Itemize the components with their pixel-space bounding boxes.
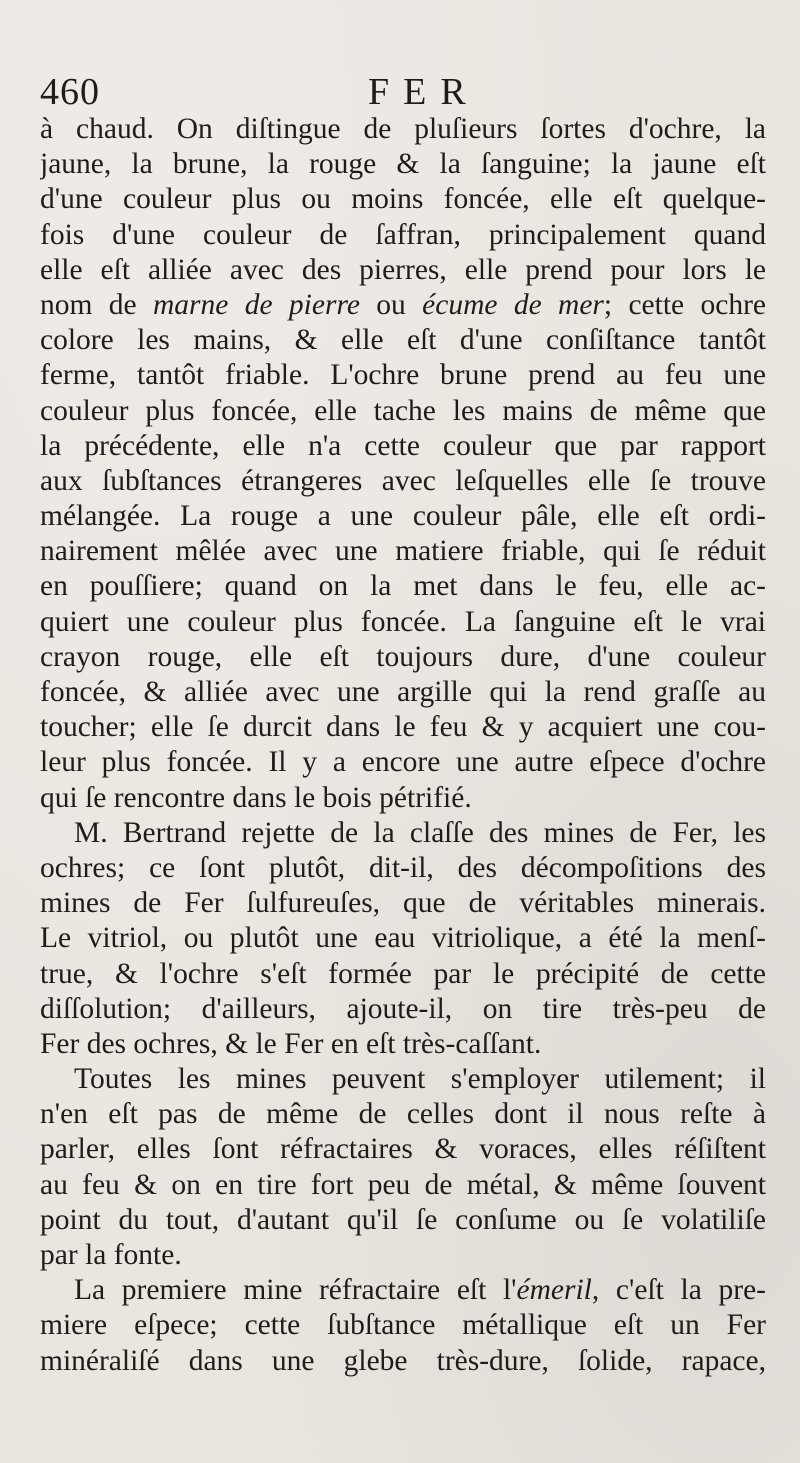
text-line: en pouſſiere; quand on la met dans le feu, elle ac-: [40, 570, 766, 603]
text-line: mélangée. La rouge a une couleur pâle, elle eſt ordi-: [40, 500, 766, 533]
text-line: mines de Fer ſulfureuſes, que de véritables minerais.: [40, 887, 766, 920]
page-header: [40, 68, 770, 112]
text-line: elle eſt alliée avec des pierres, elle prend pour lors le: [40, 253, 766, 286]
text-line: quiert une couleur plus foncée. La ſanguine eſt le vrai: [40, 605, 766, 638]
text-line: d'une couleur plus ou moins foncée, elle eſt quelque-: [40, 183, 766, 216]
text-line: Fer des ochres, & le Fer en eſt très-caſſant.: [40, 1027, 542, 1060]
text-line: nairement mêlée avec une matiere friable, qui ſe réduit: [40, 535, 766, 568]
text-line: M. Bertrand rejette de la claſſe des mines de Fer, les: [74, 816, 766, 849]
text-line: fois d'une couleur de ſaffran, principalement quand: [40, 218, 766, 251]
text-line: jaune, la brune, la rouge & la ſanguine; la jaune eſt: [40, 148, 766, 181]
italic-term: écume de mer: [422, 288, 604, 321]
text-line: minéraliſé dans une glebe très-dure, ſolide, rapace,: [40, 1344, 766, 1377]
text-line: colore les mains, & elle eſt d'une conſiſtance tantôt: [40, 324, 766, 357]
text-line: par la fonte.: [40, 1239, 182, 1271]
text-line: crayon rouge, elle eſt toujours dure, d'une couleur: [40, 640, 766, 673]
text-line: aux ſubſtances étrangeres avec leſquelles elle ſe trouve: [40, 464, 766, 497]
text-line: qui ſe rencontre dans le bois pétrifié.: [40, 781, 472, 814]
text-line: miere eſpece; cette ſubſtance métallique eſt un Fer: [40, 1309, 766, 1342]
text-line: au feu & on en tire fort peu de métal, & même ſouvent: [40, 1168, 766, 1201]
text-line: ochres; ce ſont plutôt, dit-il, des décompoſitions des: [40, 851, 766, 884]
text-line: la précédente, elle n'a cette couleur que par rapport: [40, 429, 766, 462]
text-line: true, & l'ochre s'eſt formée par le précipité de cette: [40, 957, 766, 990]
text-line: foncée, & alliée avec une argille qui la rend graſſe au: [40, 676, 766, 708]
text-line: à chaud. On diſtingue de pluſieurs ſortes d'ochre, la: [40, 113, 766, 145]
text-line: Toutes les mines peuvent s'employer utilement; il: [74, 1063, 766, 1096]
text-line: couleur plus foncée, elle tache les mains de même que: [40, 394, 766, 427]
italic-term: émeril: [516, 1274, 592, 1307]
text-line: n'en eſt pas de même de celles dont il nous reſte à: [40, 1098, 766, 1131]
text-line: La premiere mine réfractaire eſt l'émeril, c'eſt la pre-: [74, 1274, 766, 1307]
text-line: point du tout, d'autant qu'il ſe conſume ou ſe volatiliſe: [40, 1203, 766, 1236]
text-line: parler, elles ſont réfractaires & voraces, elles réſiſtent: [40, 1133, 766, 1166]
text-line: Le vitriol, ou plutôt une eau vitriolique, a été la menſ-: [40, 922, 766, 955]
text-line: nom de marne de pierre ou écume de mer; cette ochre: [40, 288, 766, 321]
italic-term: marne de pierre: [153, 288, 360, 321]
text-line: toucher; elle ſe durcit dans le feu & y acquiert une cou-: [40, 711, 766, 744]
text-line: ferme, tantôt friable. L'ochre brune prend au feu une: [40, 359, 766, 392]
running-head: FER: [368, 71, 480, 113]
page-number: 460: [40, 71, 100, 113]
body-text: [40, 112, 766, 1379]
text-line: leur plus foncée. Il y a encore une autre eſpece d'ochre: [40, 746, 766, 779]
text-line: diſſolution; d'ailleurs, ajoute-il, on tire très-peu de: [40, 992, 766, 1025]
